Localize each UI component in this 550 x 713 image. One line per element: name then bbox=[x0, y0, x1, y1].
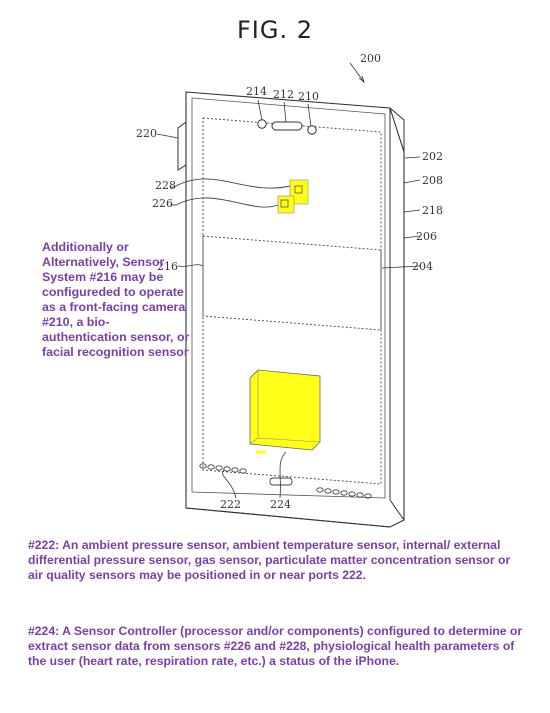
ref-212: 212 bbox=[273, 88, 294, 101]
bottom-connector bbox=[270, 478, 292, 485]
front-camera-210 bbox=[308, 126, 316, 134]
ref-202: 202 bbox=[422, 150, 443, 163]
sensor-226-highlight bbox=[278, 196, 294, 213]
ref-216: 216 bbox=[157, 260, 178, 273]
annotation-controller-224: #224: A Sensor Controller (processor and/or components) configured to determine or extract sensor data from sensors #226 and #228, physiological health parameters of the user (heart rate, respiration rate, etc.) a status of the iPhone. bbox=[28, 624, 523, 668]
ref-220: 220 bbox=[136, 127, 157, 140]
ref-214: 214 bbox=[246, 85, 267, 98]
figure-title: FIG. 2 bbox=[236, 16, 313, 44]
annotation-ports-222: #222: An ambient pressure sensor, ambient temperature sensor, internal/ external differential pressure sensor, gas sensor, particulate matter concentration sensor or air quality sensors may be positioned in or near ports 222. bbox=[28, 538, 511, 582]
ref-208: 208 bbox=[422, 174, 443, 187]
ref-206: 206 bbox=[416, 230, 437, 243]
device-housing bbox=[186, 92, 404, 527]
ref-224: 224 bbox=[270, 498, 291, 511]
ref-218: 218 bbox=[422, 204, 443, 217]
ref-210: 210 bbox=[298, 90, 319, 103]
side-button bbox=[178, 122, 186, 170]
ref-226: 226 bbox=[152, 197, 173, 210]
annotation-sensor-216: Additionally or Alternatively, Sensor System #216 may be configureded to operate as a front-facing camera #210, a bio-authentication sensor, or facial recognition sensor bbox=[42, 240, 190, 359]
ref-204: 204 bbox=[412, 260, 433, 273]
speaker-212 bbox=[272, 122, 302, 130]
ref-200: 200 bbox=[360, 52, 381, 65]
ref-222: 222 bbox=[220, 498, 241, 511]
sensor-214 bbox=[258, 120, 266, 128]
ref-228: 228 bbox=[155, 179, 176, 192]
